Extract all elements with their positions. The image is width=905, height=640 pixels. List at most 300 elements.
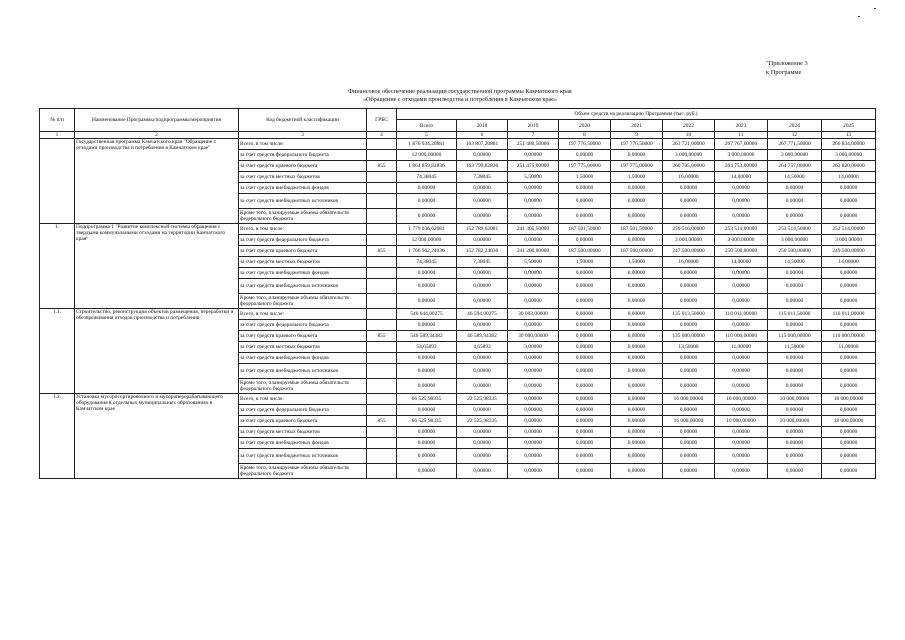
value-year: 14,00000 (822, 257, 876, 268)
value-year: 0,00000 (768, 364, 822, 379)
value-year: 0,00000 (663, 379, 715, 394)
grbs-code (367, 427, 397, 438)
value-year: 0,00000 (457, 364, 508, 379)
value-year: 0,00000 (457, 294, 508, 309)
value-year: 14,50000 (768, 172, 822, 183)
value-year: 0,00000 (559, 364, 611, 379)
value-year: 0,00000 (822, 294, 876, 309)
value-year: 0,00000 (663, 209, 715, 224)
appendix-line-1: "Приложение 3 (766, 60, 808, 67)
value-total: 0,00000 (397, 353, 457, 364)
header-column-number: 13 (822, 132, 876, 139)
funding-source: за счет средств краевого бюджета (239, 161, 367, 172)
value-year: 110 000,00000 (715, 331, 768, 342)
funding-source: за счет средств внебюджетных источников (239, 194, 367, 209)
funding-source: за счет средств внебюджетных фондов (239, 268, 367, 279)
value-year: 264 753,00000 (715, 161, 768, 172)
value-year: 0,00000 (768, 320, 822, 331)
value-year: 0,00000 (663, 268, 715, 279)
value-year: 0,00000 (768, 268, 822, 279)
grbs-code (367, 257, 397, 268)
value-year: 0,00000 (457, 320, 508, 331)
value-year: 18 000,00000 (822, 394, 876, 405)
grbs-code (367, 294, 397, 309)
value-year: 250 500,00000 (715, 246, 768, 257)
funding-source: за счет средств федерального бюджета (239, 320, 367, 331)
value-year: 0,00000 (768, 183, 822, 194)
header-year: 2024 (768, 120, 822, 132)
value-year: 16,00000 (663, 172, 715, 183)
value-year: 0,00000 (663, 353, 715, 364)
value-year: 0,00000 (508, 353, 559, 364)
value-year: 0,00000 (559, 342, 611, 353)
value-year: 0,00000 (611, 379, 663, 394)
grbs-code (367, 183, 397, 194)
value-year: 260 705,00000 (663, 161, 715, 172)
value-total: 546 589,34382 (397, 331, 457, 342)
value-year: 0,00000 (822, 320, 876, 331)
value-year: 46 594,00275 (457, 309, 508, 320)
value-year: 0,00000 (457, 449, 508, 464)
value-year: 0,00000 (508, 268, 559, 279)
funding-source: за счет средств внебюджетных источников (239, 364, 367, 379)
value-year: 0,00000 (822, 353, 876, 364)
header-year: 2019 (508, 120, 559, 132)
table-row (40, 139, 876, 150)
value-year: 152 789,62081 (457, 224, 508, 235)
value-year: 187 501,50000 (611, 224, 663, 235)
header-volume: Объем средств на реализацию Программы (тыс. руб.) (397, 109, 876, 120)
value-year: 0,00000 (768, 294, 822, 309)
value-year: 0,00000 (715, 364, 768, 379)
funding-source: за счет средств федерального бюджета (239, 405, 367, 416)
value-total: 0,00000 (397, 268, 457, 279)
value-year: 197 776,50000 (559, 139, 611, 150)
table-row (40, 224, 876, 235)
funding-source: за счет средств внебюджетных фондов (239, 183, 367, 194)
value-year: 0,00000 (663, 405, 715, 416)
funding-source: Кроме того, планируемые объемы обязательств федерального бюджета (239, 464, 367, 479)
value-year: 0,00000 (768, 209, 822, 224)
value-year: 0,00000 (663, 183, 715, 194)
value-year: 0,00000 (611, 394, 663, 405)
value-total: 0,00000 (397, 279, 457, 294)
value-year: 249 500,00000 (822, 246, 876, 257)
value-year: 187 501,50000 (559, 224, 611, 235)
value-year: 10 000,00000 (715, 394, 768, 405)
value-year: 250 516,00000 (663, 224, 715, 235)
header-column-number: 9 (611, 132, 663, 139)
value-total: 0,00000 (397, 405, 457, 416)
grbs-code (367, 194, 397, 209)
value-year: 0,00000 (508, 405, 559, 416)
value-total: 0,00000 (397, 183, 457, 194)
value-year: 0,00000 (822, 268, 876, 279)
value-total: 74,38045 (397, 172, 457, 183)
grbs-code: 855 (367, 416, 397, 427)
header-column-number: 12 (768, 132, 822, 139)
value-year: 197 775,00000 (611, 161, 663, 172)
row-number (40, 139, 75, 224)
value-year: 0,00000 (663, 449, 715, 464)
value-year: 0,00000 (508, 194, 559, 209)
value-year: 22 525,98335 (457, 394, 508, 405)
program-name: Подпрограмма 1 "Развитие комплексной системы обращения с твердыми коммунальными отходами на территории Камчатского края" (75, 224, 239, 309)
value-year: 0,00000 (663, 194, 715, 209)
value-year: 0,00000 (559, 183, 611, 194)
value-year: 0,00000 (663, 438, 715, 449)
value-total: 0,00000 (397, 194, 457, 209)
value-total: 66 525,98335 (397, 394, 457, 405)
value-year: 3 000,00000 (768, 150, 822, 161)
row-number: 1.2. (40, 394, 75, 479)
value-total: 0,00000 (397, 438, 457, 449)
value-year: 0,00000 (508, 183, 559, 194)
value-year: 0,00000 (611, 427, 663, 438)
document-title (200, 88, 720, 105)
value-year: 10 000,00000 (715, 416, 768, 427)
header-column-number: 10 (663, 132, 715, 139)
value-year: 0,00000 (457, 464, 508, 479)
value-year: 253 514,00000 (715, 224, 768, 235)
header-column-number: 1 (40, 132, 75, 139)
grbs-code (367, 209, 397, 224)
grbs-code (367, 172, 397, 183)
value-year: 3 000,00000 (768, 235, 822, 246)
value-year: 16,00000 (663, 257, 715, 268)
value-year: 253 514,50000 (768, 224, 822, 235)
value-year: 152 782,24036 (457, 246, 508, 257)
value-total: 0,00000 (397, 379, 457, 394)
row-number: 1. (40, 224, 75, 309)
grbs-code: 855 (367, 161, 397, 172)
value-year: 0,00000 (768, 379, 822, 394)
title-line-1: Финансовое обеспечение реализации государственной программы Камчатского края (348, 88, 572, 95)
value-year: 0,00000 (559, 394, 611, 405)
finance-table (39, 108, 876, 479)
value-year: 0,00000 (715, 268, 768, 279)
value-year: 0,00000 (715, 209, 768, 224)
value-year: 0,00000 (559, 309, 611, 320)
value-year: 0,00000 (611, 209, 663, 224)
value-total: 1 766 962,24036 (397, 246, 457, 257)
value-year: 0,00000 (559, 331, 611, 342)
value-year: 11,00000 (822, 342, 876, 353)
grbs-code (367, 364, 397, 379)
value-year: 0,00000 (822, 279, 876, 294)
value-year: 0,00000 (559, 194, 611, 209)
value-year: 0,00000 (715, 294, 768, 309)
value-year: 115 011,50000 (768, 309, 822, 320)
value-year: 0,00000 (559, 427, 611, 438)
funding-source: за счет средств местных бюджетов (239, 342, 367, 353)
table-body (40, 139, 876, 479)
appendix-label (766, 60, 808, 77)
value-year: 0,00000 (663, 279, 715, 294)
value-year: 0,00000 (611, 353, 663, 364)
value-year: 197 775,00000 (559, 161, 611, 172)
grbs-code (367, 379, 397, 394)
value-year: 0,00000 (611, 405, 663, 416)
header-column-number: 6 (457, 132, 508, 139)
value-year: 0,00000 (508, 438, 559, 449)
value-year: 14,50000 (768, 257, 822, 268)
grbs-code (367, 342, 397, 353)
value-total: 66 525,98335 (397, 416, 457, 427)
value-year: 30 000,00000 (508, 331, 559, 342)
value-year: 0,00000 (457, 194, 508, 209)
value-total: 0,00000 (397, 449, 457, 464)
value-year: 0,00000 (559, 320, 611, 331)
value-year: 0,00000 (715, 449, 768, 464)
value-year: 0,00000 (508, 209, 559, 224)
value-year: 0,00000 (559, 379, 611, 394)
value-year: 0,00000 (611, 438, 663, 449)
value-year: 0,00000 (559, 416, 611, 427)
value-year: 0,00000 (559, 353, 611, 364)
value-year: 0,00000 (715, 464, 768, 479)
value-year: 0,00000 (457, 427, 508, 438)
value-year: 251 480,50000 (508, 139, 559, 150)
grbs-code (367, 464, 397, 479)
value-year: 14,00000 (715, 172, 768, 183)
value-total: 54,65893 (397, 342, 457, 353)
value-year: 110 011,00000 (822, 309, 876, 320)
value-year: 187 500,00000 (559, 246, 611, 257)
value-year: 1,50000 (559, 172, 611, 183)
funding-source: за счет средств краевого бюджета (239, 416, 367, 427)
value-year: 1,50000 (611, 257, 663, 268)
value-total: 0,00000 (397, 209, 457, 224)
value-year: 30 003,00000 (508, 309, 559, 320)
value-year: 197 776,50000 (611, 139, 663, 150)
grbs-code: 855 (367, 331, 397, 342)
grbs-code (367, 309, 397, 320)
scan-speck (874, 8, 876, 9)
value-year: 0,00000 (822, 405, 876, 416)
value-year: 0,00000 (822, 464, 876, 479)
value-year: 22 525,98335 (457, 416, 508, 427)
value-year: 0,00000 (611, 464, 663, 479)
grbs-code (367, 268, 397, 279)
header-grbs: ГРБС (367, 109, 397, 132)
scan-speck (858, 16, 860, 17)
value-year: 0,00000 (715, 194, 768, 209)
grbs-code (367, 235, 397, 246)
row-number: 1.1. (40, 309, 75, 394)
value-year: 0,00000 (457, 268, 508, 279)
value-year: 0,00000 (508, 235, 559, 246)
value-year: 16 000,00000 (663, 416, 715, 427)
program-name: Установка мусоросортировочного и мусороперерабатывающего оборудования в отдельных муниципальных образованиях в Камчатском крае (75, 394, 239, 479)
table-header (40, 109, 876, 139)
value-year: 0,00000 (822, 449, 876, 464)
value-total: 0,00000 (397, 427, 457, 438)
value-total: 0,00000 (397, 464, 457, 479)
value-total: 0,00000 (397, 320, 457, 331)
value-year: 0,00000 (611, 331, 663, 342)
value-year: 241 305,50000 (508, 224, 559, 235)
value-year: 0,00000 (611, 309, 663, 320)
value-year: 263 721,00000 (663, 139, 715, 150)
value-year: 14,00000 (822, 172, 876, 183)
header-year: 2022 (663, 120, 715, 132)
grbs-code (367, 394, 397, 405)
header-num: № п/п (40, 109, 75, 132)
value-year: 16 000,00000 (663, 394, 715, 405)
value-year: 267 767,00000 (715, 139, 768, 150)
value-year: 0,00000 (611, 320, 663, 331)
value-year: 10 000,00000 (768, 416, 822, 427)
funding-source: Кроме того, планируемые объемы обязательств федерального бюджета (239, 379, 367, 394)
value-year: 0,00000 (508, 364, 559, 379)
funding-source: за счет средств внебюджетных источников (239, 449, 367, 464)
header-column-number: 7 (508, 132, 559, 139)
value-year: 0,00000 (559, 150, 611, 161)
value-year: 0,00000 (611, 449, 663, 464)
value-year: 0,00000 (822, 438, 876, 449)
value-year: 0,00000 (663, 294, 715, 309)
value-year: 11,50000 (768, 342, 822, 353)
funding-source: за счет средств федерального бюджета (239, 150, 367, 161)
value-year: 7,38045 (457, 257, 508, 268)
value-year: 0,00000 (663, 464, 715, 479)
value-year: 18 000,00000 (822, 416, 876, 427)
funding-source: Кроме того, планируемые объемы обязательств федерального бюджета (239, 294, 367, 309)
funding-source: Всего, в том числе: (239, 394, 367, 405)
value-year: 0,00000 (715, 405, 768, 416)
program-name: Строительство, реконструкция объектов размещения, переработки и обезвреживания отходов производства и потребления (75, 309, 239, 394)
value-year: 11,00000 (715, 342, 768, 353)
value-year: 0,00000 (508, 294, 559, 309)
value-year: 0,00000 (715, 438, 768, 449)
value-year: 3 000,00000 (822, 235, 876, 246)
value-total: 0,00000 (397, 364, 457, 379)
value-year: 0,00000 (457, 379, 508, 394)
header-year: 2023 (715, 120, 768, 132)
value-year: 0,00000 (559, 438, 611, 449)
value-year: 0,00000 (508, 394, 559, 405)
grbs-code (367, 438, 397, 449)
value-year: 0,00000 (822, 209, 876, 224)
funding-source: за счет средств краевого бюджета (239, 331, 367, 342)
value-year: 3 000,00000 (715, 235, 768, 246)
value-year: 5,50000 (508, 172, 559, 183)
header-year: 2025 (822, 120, 876, 132)
value-year: 0,00000 (768, 194, 822, 209)
value-year: 0,00000 (822, 364, 876, 379)
value-year: 14,00000 (715, 257, 768, 268)
header-column-number: 11 (715, 132, 768, 139)
value-year: 0,00000 (715, 353, 768, 364)
funding-source: за счет средств федерального бюджета (239, 235, 367, 246)
value-total: 546 644,00275 (397, 309, 457, 320)
funding-source: Всего, в том числе: (239, 309, 367, 320)
value-year: 0,00000 (559, 464, 611, 479)
value-year: 0,00000 (508, 427, 559, 438)
value-year: 0,00000 (508, 379, 559, 394)
header-year: 2021 (611, 120, 663, 132)
value-year: 0,00000 (457, 183, 508, 194)
value-year: 0,00000 (457, 405, 508, 416)
value-year: 0,00000 (457, 353, 508, 364)
value-year: 0,00000 (508, 150, 559, 161)
value-year: 0,00000 (768, 438, 822, 449)
value-year: 0,00000 (768, 405, 822, 416)
table-row (40, 309, 876, 320)
grbs-code (367, 139, 397, 150)
value-total: 12 000,00000 (397, 235, 457, 246)
value-year: 0,00000 (457, 150, 508, 161)
value-year: 5,50000 (508, 257, 559, 268)
funding-source: Всего, в том числе: (239, 224, 367, 235)
value-year: 0,00000 (715, 320, 768, 331)
funding-source: за счет средств внебюджетных фондов (239, 438, 367, 449)
value-year: 0,00000 (768, 464, 822, 479)
value-year: 263 820,00000 (822, 161, 876, 172)
header-year: 2020 (559, 120, 611, 132)
grbs-code (367, 320, 397, 331)
value-year: 0,00000 (559, 279, 611, 294)
value-year: 4,65893 (457, 342, 508, 353)
grbs-code: 855 (367, 246, 397, 257)
program-name: Государственная программа Камчатского края "Обращение с отходами производства и потребления в Камчатском крае" (75, 139, 239, 224)
value-year: 187 500,00000 (611, 246, 663, 257)
grbs-code (367, 449, 397, 464)
value-year: 266 834,00000 (822, 139, 876, 150)
value-year: 0,00000 (768, 279, 822, 294)
value-year: 0,00000 (611, 183, 663, 194)
value-year: 0,00000 (508, 449, 559, 464)
table-row (40, 394, 876, 405)
funding-source: Кроме того, планируемые объемы обязательств федерального бюджета (239, 209, 367, 224)
value-year: 252 514,00000 (822, 224, 876, 235)
value-year: 0,00000 (559, 294, 611, 309)
value-year: 0,00000 (559, 268, 611, 279)
value-year: 0,00000 (611, 342, 663, 353)
value-year: 0,00000 (822, 427, 876, 438)
value-year: 0,00000 (457, 438, 508, 449)
value-year: 0,00000 (611, 294, 663, 309)
value-year: 3 000,00000 (822, 150, 876, 161)
value-year: 163 807,20881 (457, 139, 508, 150)
funding-source: Всего, в том числе: (239, 139, 367, 150)
value-year: 0,00000 (715, 279, 768, 294)
value-year: 46 589,34382 (457, 331, 508, 342)
header-column-number: 4 (367, 132, 397, 139)
value-year: 0,00000 (508, 464, 559, 479)
value-year: 0,00000 (611, 268, 663, 279)
header-code: Код бюджетной классификации (239, 109, 367, 132)
value-year: 247 500,00000 (663, 246, 715, 257)
value-year: 0,00000 (457, 209, 508, 224)
value-year: 267 771,50000 (768, 139, 822, 150)
grbs-code (367, 405, 397, 416)
funding-source: за счет средств внебюджетных источников (239, 279, 367, 294)
value-year: 3 000,00000 (663, 235, 715, 246)
value-year: 0,00000 (822, 194, 876, 209)
funding-source: за счет средств краевого бюджета (239, 246, 367, 257)
value-year: 0,00000 (822, 379, 876, 394)
value-year: 13,50000 (663, 342, 715, 353)
value-year: 264 757,00000 (768, 161, 822, 172)
value-total: 1 864 859,82836 (397, 161, 457, 172)
value-year: 135 000,00000 (663, 331, 715, 342)
value-year: 0,00000 (611, 416, 663, 427)
value-year: 0,00000 (663, 427, 715, 438)
value-year: 1,50000 (559, 257, 611, 268)
value-year: 0,00000 (768, 449, 822, 464)
